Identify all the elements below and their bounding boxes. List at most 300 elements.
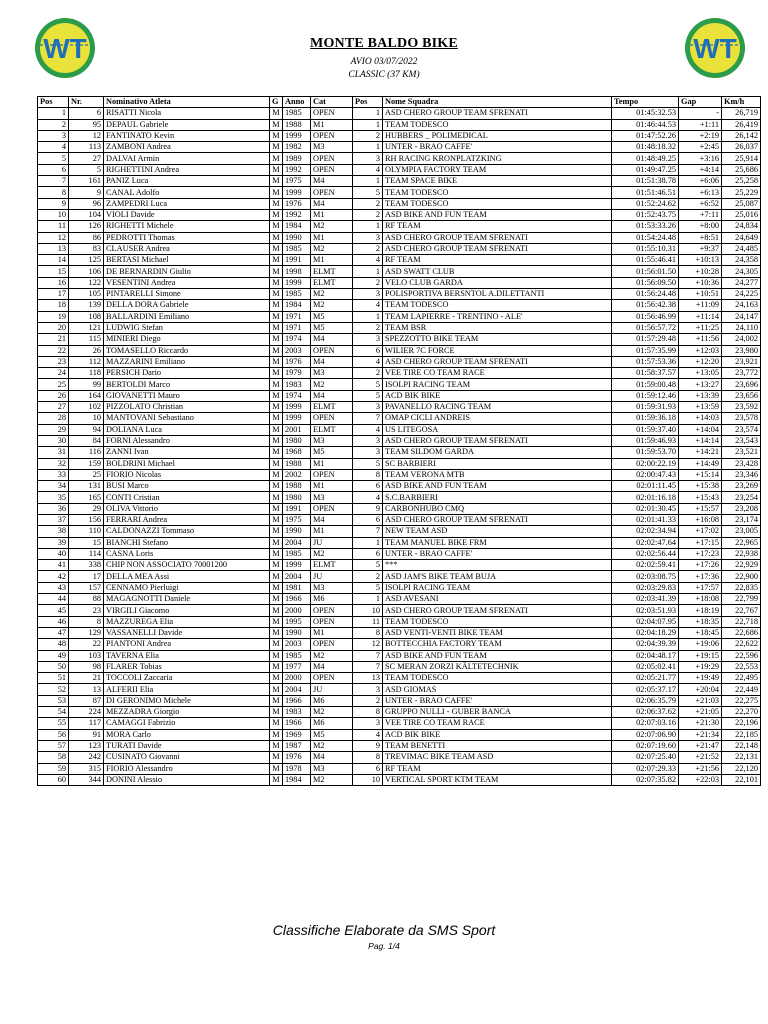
athlete-name-cell: BERTASI Michael [104, 255, 270, 266]
team-name-cell: TEAM VERONA MTB [383, 469, 612, 480]
table-row [38, 582, 761, 593]
gap-cell: +14:14 [679, 435, 722, 446]
team-name-cell: PAVANELLO RACING TEAM [383, 402, 612, 413]
athlete-name-cell: VESENTINI Andrea [104, 277, 270, 288]
team-name-cell: OLYMPIA FACTORY TEAM [383, 164, 612, 175]
year-cell: 1987 [283, 740, 311, 751]
category-pos-cell: 10 [353, 774, 383, 785]
table-row [38, 469, 761, 480]
category-cell: M4 [311, 752, 353, 763]
year-cell: 1983 [283, 707, 311, 718]
team-name-cell: ACD BIK BIKE [383, 390, 612, 401]
speed-cell: 22,938 [722, 548, 761, 559]
gap-cell: +10:13 [679, 255, 722, 266]
bib-cell: 161 [69, 176, 104, 187]
category-cell: M4 [311, 514, 353, 525]
table-row [38, 684, 761, 695]
pos-cell: 38 [38, 526, 69, 537]
category-cell: M6 [311, 594, 353, 605]
speed-cell: 22,900 [722, 571, 761, 582]
table-row [38, 142, 761, 153]
pos-cell: 59 [38, 763, 69, 774]
category-pos-cell: 4 [353, 300, 383, 311]
year-cell: 1968 [283, 447, 311, 458]
speed-cell: 23,208 [722, 503, 761, 514]
gap-cell: +16:08 [679, 514, 722, 525]
athlete-name-cell: TURATI Davide [104, 740, 270, 751]
time-cell: 02:07:19.60 [612, 740, 679, 751]
pos-cell: 35 [38, 492, 69, 503]
table-row [38, 594, 761, 605]
time-cell: 01:45:32.53 [612, 108, 679, 119]
team-name-cell: ASD GIOMAS [383, 684, 612, 695]
category-pos-cell: 5 [353, 379, 383, 390]
table-row [38, 526, 761, 537]
pos-cell: 49 [38, 650, 69, 661]
gap-cell: +19:49 [679, 673, 722, 684]
gender-cell: M [270, 209, 283, 220]
speed-cell: 22,553 [722, 661, 761, 672]
gap-cell: +21:05 [679, 707, 722, 718]
year-cell: 1990 [283, 526, 311, 537]
gap-cell: +13:05 [679, 368, 722, 379]
bib-cell: 94 [69, 424, 104, 435]
speed-cell: 23,428 [722, 458, 761, 469]
page-title: MONTE BALDO BIKE [310, 36, 458, 51]
category-cell: M4 [311, 356, 353, 367]
category-pos-cell: 8 [353, 707, 383, 718]
table-row [38, 424, 761, 435]
time-cell: 02:01:41.33 [612, 514, 679, 525]
wt-logo-left-letters: WT [43, 33, 87, 64]
speed-cell: 24,277 [722, 277, 761, 288]
pos-cell: 50 [38, 661, 69, 672]
bib-cell: 87 [69, 695, 104, 706]
year-cell: 1999 [283, 130, 311, 141]
speed-cell: 22,686 [722, 627, 761, 638]
year-cell: 1966 [283, 695, 311, 706]
team-name-cell: TEAM TODESCO [383, 300, 612, 311]
col-header: Tempo [612, 97, 679, 108]
team-name-cell: TEAM TODESCO [383, 616, 612, 627]
category-pos-cell: 8 [353, 469, 383, 480]
category-pos-cell: 1 [353, 594, 383, 605]
gender-cell: M [270, 639, 283, 650]
gap-cell: +10:28 [679, 266, 722, 277]
pos-cell: 47 [38, 627, 69, 638]
bib-cell: 338 [69, 560, 104, 571]
pos-cell: 45 [38, 605, 69, 616]
pos-cell: 39 [38, 537, 69, 548]
speed-cell: 23,772 [722, 368, 761, 379]
year-cell: 1980 [283, 435, 311, 446]
time-cell: 02:07:25.40 [612, 752, 679, 763]
pos-cell: 9 [38, 198, 69, 209]
athlete-name-cell: FLARER Tobias [104, 661, 270, 672]
category-cell: OPEN [311, 164, 353, 175]
time-cell: 02:02:47.64 [612, 537, 679, 548]
table-row [38, 356, 761, 367]
year-cell: 1975 [283, 514, 311, 525]
table-row [38, 661, 761, 672]
page-number: Pag. 1/4 [368, 941, 400, 951]
year-cell: 1978 [283, 763, 311, 774]
pos-cell: 8 [38, 187, 69, 198]
team-name-cell: TEAM TODESCO [383, 187, 612, 198]
athlete-name-cell: OLIVA Vittorio [104, 503, 270, 514]
team-name-cell: ASD CHERO GROUP TEAM SFRENATI [383, 514, 612, 525]
year-cell: 1984 [283, 774, 311, 785]
category-cell: M5 [311, 311, 353, 322]
category-cell: JU [311, 537, 353, 548]
pos-cell: 54 [38, 707, 69, 718]
bib-cell: 224 [69, 707, 104, 718]
category-cell: M2 [311, 774, 353, 785]
year-cell: 1985 [283, 650, 311, 661]
speed-cell: 23,543 [722, 435, 761, 446]
time-cell: 02:07:29.33 [612, 763, 679, 774]
table-row [38, 153, 761, 164]
pos-cell: 48 [38, 639, 69, 650]
table-row [38, 447, 761, 458]
category-pos-cell: 3 [353, 447, 383, 458]
gender-cell: M [270, 289, 283, 300]
table-row [38, 390, 761, 401]
category-cell: OPEN [311, 503, 353, 514]
gender-cell: M [270, 627, 283, 638]
athlete-name-cell: DI GERONIMO Michele [104, 695, 270, 706]
speed-cell: 24,834 [722, 221, 761, 232]
category-cell: OPEN [311, 187, 353, 198]
year-cell: 1984 [283, 300, 311, 311]
table-row [38, 627, 761, 638]
table-row [38, 718, 761, 729]
table-row [38, 345, 761, 356]
gap-cell: +11:25 [679, 322, 722, 333]
time-cell: 01:59:31.93 [612, 402, 679, 413]
bib-cell: 5 [69, 164, 104, 175]
athlete-name-cell: FORNI Alessandro [104, 435, 270, 446]
year-cell: 1989 [283, 153, 311, 164]
pos-cell: 36 [38, 503, 69, 514]
time-cell: 02:03:08.75 [612, 571, 679, 582]
category-pos-cell: 4 [353, 164, 383, 175]
time-cell: 01:59:00.48 [612, 379, 679, 390]
category-pos-cell: 4 [353, 424, 383, 435]
gender-cell: M [270, 311, 283, 322]
gender-cell: M [270, 729, 283, 740]
time-cell: 01:59:12.46 [612, 390, 679, 401]
pos-cell: 25 [38, 379, 69, 390]
category-cell: M1 [311, 255, 353, 266]
gap-cell: +17:15 [679, 537, 722, 548]
table-row [38, 232, 761, 243]
athlete-name-cell: FIORIO Nicolas [104, 469, 270, 480]
category-cell: M1 [311, 209, 353, 220]
pos-cell: 58 [38, 752, 69, 763]
col-header: Pos [38, 97, 69, 108]
team-name-cell: VELO CLUB GARDA [383, 277, 612, 288]
bib-cell: 103 [69, 650, 104, 661]
gender-cell: M [270, 176, 283, 187]
year-cell: 1974 [283, 334, 311, 345]
category-pos-cell: 4 [353, 255, 383, 266]
table-row [38, 740, 761, 751]
athlete-name-cell: DEPAUL Gabriele [104, 119, 270, 130]
pos-cell: 6 [38, 164, 69, 175]
table-row [38, 266, 761, 277]
year-cell: 2004 [283, 684, 311, 695]
speed-cell: 23,578 [722, 413, 761, 424]
bib-cell: 114 [69, 548, 104, 559]
gap-cell: +17:57 [679, 582, 722, 593]
category-cell: M6 [311, 695, 353, 706]
table-row [38, 435, 761, 446]
category-cell: M4 [311, 198, 353, 209]
team-name-cell: ASD SWATT CLUB [383, 266, 612, 277]
gap-cell: +13:59 [679, 402, 722, 413]
gender-cell: M [270, 673, 283, 684]
category-pos-cell: 10 [353, 605, 383, 616]
speed-cell: 23,005 [722, 526, 761, 537]
gap-cell: +12:20 [679, 356, 722, 367]
category-cell: M3 [311, 492, 353, 503]
category-cell: OPEN [311, 605, 353, 616]
table-row [38, 752, 761, 763]
year-cell: 1976 [283, 752, 311, 763]
pos-cell: 16 [38, 277, 69, 288]
category-pos-cell: 2 [353, 368, 383, 379]
table-row [38, 514, 761, 525]
pos-cell: 46 [38, 616, 69, 627]
year-cell: 1995 [283, 616, 311, 627]
category-cell: M2 [311, 243, 353, 254]
category-cell: OPEN [311, 130, 353, 141]
category-cell: ELMT [311, 266, 353, 277]
gender-cell: M [270, 774, 283, 785]
team-name-cell: TEAM MANUEL BIKE FRM [383, 537, 612, 548]
category-cell: ELMT [311, 277, 353, 288]
year-cell: 1976 [283, 198, 311, 209]
gap-cell: +14:04 [679, 424, 722, 435]
gender-cell: M [270, 661, 283, 672]
table-row [38, 413, 761, 424]
bib-cell: 344 [69, 774, 104, 785]
bib-cell: 129 [69, 627, 104, 638]
time-cell: 02:05:02.41 [612, 661, 679, 672]
category-cell: M2 [311, 221, 353, 232]
category-cell: ELMT [311, 560, 353, 571]
gap-cell: +15:57 [679, 503, 722, 514]
gender-cell: M [270, 345, 283, 356]
athlete-name-cell: BUSI Marco [104, 481, 270, 492]
bib-cell: 123 [69, 740, 104, 751]
category-cell: OPEN [311, 616, 353, 627]
athlete-name-cell: FERRARI Andrea [104, 514, 270, 525]
category-cell: M2 [311, 740, 353, 751]
category-cell: M1 [311, 119, 353, 130]
category-pos-cell: 1 [353, 537, 383, 548]
table-row [38, 221, 761, 232]
year-cell: 1971 [283, 322, 311, 333]
category-cell: M2 [311, 650, 353, 661]
bib-cell: 17 [69, 571, 104, 582]
table-row [38, 481, 761, 492]
bib-cell: 165 [69, 492, 104, 503]
speed-cell: 23,521 [722, 447, 761, 458]
gender-cell: M [270, 537, 283, 548]
athlete-name-cell: BERTOLDI Marco [104, 379, 270, 390]
gap-cell: +10:51 [679, 289, 722, 300]
year-cell: 1983 [283, 379, 311, 390]
speed-cell: 23,696 [722, 379, 761, 390]
pos-cell: 13 [38, 243, 69, 254]
pos-cell: 52 [38, 684, 69, 695]
pos-cell: 3 [38, 130, 69, 141]
gender-cell: M [270, 594, 283, 605]
category-pos-cell: 1 [353, 221, 383, 232]
table-row [38, 571, 761, 582]
year-cell: 1988 [283, 481, 311, 492]
gender-cell: M [270, 232, 283, 243]
category-pos-cell: 3 [353, 402, 383, 413]
team-name-cell: TEAM SPACE BIKE [383, 176, 612, 187]
athlete-name-cell: TOMASELLO Riccardo [104, 345, 270, 356]
team-name-cell: VERTICAL SPORT KTM TEAM [383, 774, 612, 785]
gap-cell: +6:52 [679, 198, 722, 209]
col-header: G [270, 97, 283, 108]
category-pos-cell: 7 [353, 661, 383, 672]
gap-cell: +13:39 [679, 390, 722, 401]
category-pos-cell: 3 [353, 289, 383, 300]
athlete-name-cell: PIZZOLATO Christian [104, 402, 270, 413]
time-cell: 01:55:10.31 [612, 243, 679, 254]
gap-cell: +6:06 [679, 176, 722, 187]
team-name-cell: WILIER 7C FORCE [383, 345, 612, 356]
category-cell: JU [311, 571, 353, 582]
footer-credit: Classifiche Elaborate da SMS Sport [272, 922, 496, 938]
athlete-name-cell: PERSICH Dario [104, 368, 270, 379]
gender-cell: M [270, 616, 283, 627]
category-cell: M3 [311, 368, 353, 379]
year-cell: 1988 [283, 458, 311, 469]
speed-cell: 26,719 [722, 108, 761, 119]
gap-cell: +22:03 [679, 774, 722, 785]
gap-cell: +21:03 [679, 695, 722, 706]
gender-cell: M [270, 763, 283, 774]
table-row [38, 537, 761, 548]
category-pos-cell: 6 [353, 548, 383, 559]
bib-cell: 113 [69, 142, 104, 153]
speed-cell: 26,037 [722, 142, 761, 153]
category-pos-cell: 1 [353, 266, 383, 277]
category-cell: OPEN [311, 153, 353, 164]
gap-cell: +21:56 [679, 763, 722, 774]
athlete-name-cell: PEDROTTI Thomas [104, 232, 270, 243]
category-pos-cell: 2 [353, 130, 383, 141]
gap-cell: +18:19 [679, 605, 722, 616]
gender-cell: M [270, 277, 283, 288]
year-cell: 1977 [283, 661, 311, 672]
team-name-cell: UNTER - BRAO CAFFE' [383, 142, 612, 153]
pos-cell: 43 [38, 582, 69, 593]
athlete-name-cell: CAMAGGI Fabrizio [104, 718, 270, 729]
athlete-name-cell: ZAMPEDRI Luca [104, 198, 270, 209]
time-cell: 01:58:37.57 [612, 368, 679, 379]
pos-cell: 18 [38, 300, 69, 311]
time-cell: 01:59:46.93 [612, 435, 679, 446]
bib-cell: 23 [69, 605, 104, 616]
time-cell: 02:04:39.39 [612, 639, 679, 650]
bib-cell: 105 [69, 289, 104, 300]
table-row [38, 402, 761, 413]
table-row [38, 695, 761, 706]
pos-cell: 20 [38, 322, 69, 333]
time-cell: 02:02:56.44 [612, 548, 679, 559]
athlete-name-cell: CONTI Cristian [104, 492, 270, 503]
pos-cell: 53 [38, 695, 69, 706]
category-cell: OPEN [311, 639, 353, 650]
bib-cell: 164 [69, 390, 104, 401]
gap-cell: +15:14 [679, 469, 722, 480]
athlete-name-cell: LUDWIG Stefan [104, 322, 270, 333]
gap-cell: +20:04 [679, 684, 722, 695]
year-cell: 1975 [283, 176, 311, 187]
team-name-cell: ASD BIKE AND FUN TEAM [383, 209, 612, 220]
category-cell: M3 [311, 142, 353, 153]
athlete-name-cell: CANAL Adolfo [104, 187, 270, 198]
gender-cell: M [270, 514, 283, 525]
year-cell: 1999 [283, 413, 311, 424]
time-cell: 02:01:30.45 [612, 503, 679, 514]
year-cell: 1979 [283, 368, 311, 379]
athlete-name-cell: GIOVANETTI Mauro [104, 390, 270, 401]
gender-cell: M [270, 435, 283, 446]
category-pos-cell: 1 [353, 119, 383, 130]
col-header: Km/h [722, 97, 761, 108]
category-cell: M3 [311, 763, 353, 774]
col-header: Gap [679, 97, 722, 108]
speed-cell: 22,120 [722, 763, 761, 774]
gap-cell: +18:35 [679, 616, 722, 627]
table-row [38, 164, 761, 175]
bib-cell: 116 [69, 447, 104, 458]
team-name-cell: TEAM SILDOM GARDA [383, 447, 612, 458]
category-cell: M5 [311, 729, 353, 740]
bib-cell: 86 [69, 232, 104, 243]
bib-cell: 126 [69, 221, 104, 232]
year-cell: 1992 [283, 164, 311, 175]
gender-cell: M [270, 605, 283, 616]
category-pos-cell: 13 [353, 673, 383, 684]
time-cell: 01:57:53.36 [612, 356, 679, 367]
year-cell: 1991 [283, 255, 311, 266]
gender-cell: M [270, 108, 283, 119]
team-name-cell: NEW TEAM ASD [383, 526, 612, 537]
category-pos-cell: 4 [353, 356, 383, 367]
gender-cell: M [270, 243, 283, 254]
team-name-cell: ASD JAM'S BIKE TEAM BUJA [383, 571, 612, 582]
time-cell: 01:56:01.50 [612, 266, 679, 277]
speed-cell: 22,148 [722, 740, 761, 751]
pos-cell: 22 [38, 345, 69, 356]
category-cell: ELMT [311, 402, 353, 413]
gender-cell: M [270, 402, 283, 413]
team-name-cell: TEAM LAPIERRE - TRENTINO - ALE' [383, 311, 612, 322]
pos-cell: 32 [38, 458, 69, 469]
gap-cell: +17:36 [679, 571, 722, 582]
speed-cell: 24,305 [722, 266, 761, 277]
